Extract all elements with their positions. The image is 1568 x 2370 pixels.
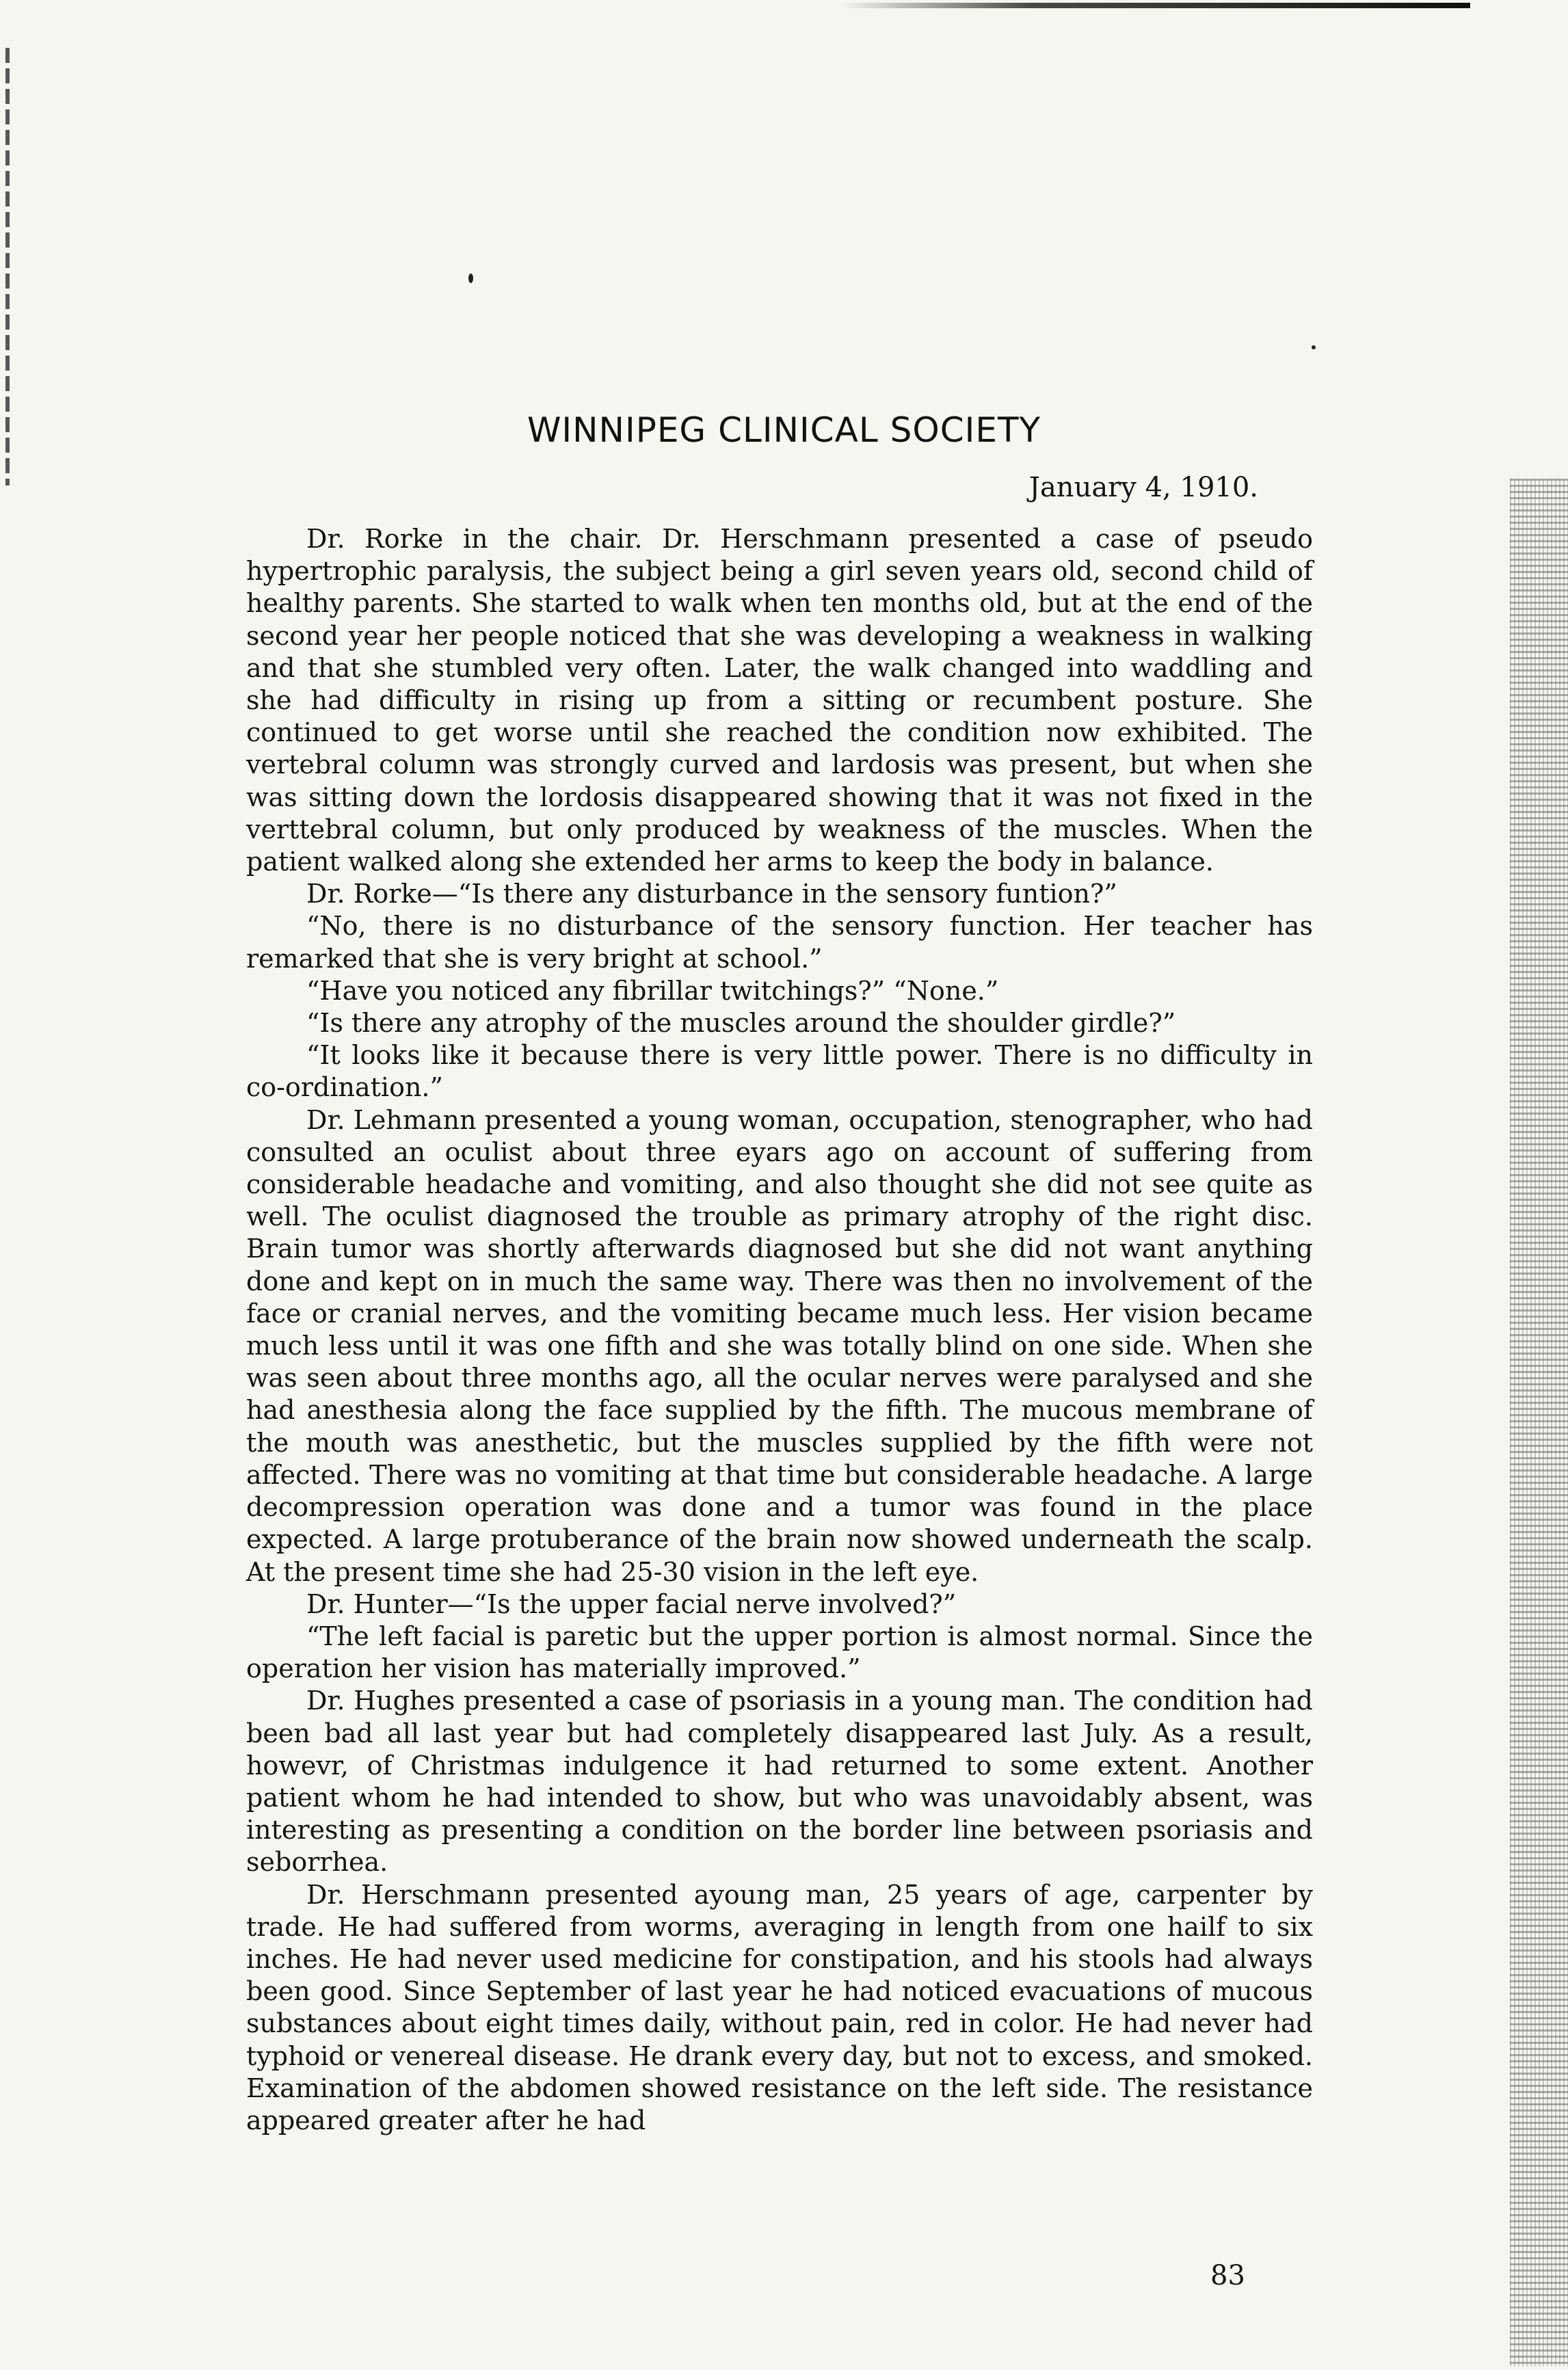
scan-speck: [1312, 345, 1316, 349]
page-number: 83: [1210, 2260, 1245, 2291]
paragraph-dialogue: “Is there any atrophy of the muscles around the shoulder girdle?”: [306, 1008, 1176, 1039]
scan-top-rule: [841, 3, 1470, 8]
page-title: WINNIPEG CLINICAL SOCIETY: [527, 410, 1041, 450]
paragraph-dialogue: “The left facial is paretic but the upper portion is almost normal. Since the operation her vision has materially improved.”: [246, 1621, 1313, 1684]
paragraph-dialogue: “No, there is no disturbance of the sensory function. Her teacher has remarked that she is very bright at school.”: [246, 911, 1313, 974]
paragraph-dialogue: “Have you noticed any fibrillar twitchings?” “None.”: [306, 975, 999, 1006]
paragraph-dialogue: Dr. Rorke—“Is there any disturbance in the sensory funtion?”: [306, 879, 1117, 909]
meeting-date: January 4, 1910.: [1028, 472, 1258, 503]
article-body: [246, 523, 1313, 2137]
paragraph-case-pseudo-hypertrophic-paralysis: Dr. Rorke in the chair. Dr. Herschmann presented a case of pseudo hypertrophic paralysis, the subject being a girl seven years old, second child of healthy parents. She started to walk when ten months old, but at the end of the second year her people noticed that she was developing a weakness in walking and that she stumbled very often. Later, the walk changed into waddling and she had difficulty in rising up from a sitting or recumbent posture. She continued to get worse until she reached the condition now exhibited. The vertebral column was strongly curved and lardosis was present, but when she was sitting down the lordosis disappeared showing that it was not fixed in the verttebral column, but only produced by weakness of the muscles. When the patient walked along she extended her arms to keep the body in balance.: [246, 524, 1313, 877]
scan-right-edge: [1510, 479, 1568, 2366]
scan-speck: [468, 274, 473, 283]
paragraph-case-worms: Dr. Herschmann presented ayoung man, 25 years of age, carpenter by trade. He had suffered from worms, averaging in length from one hailf to six inches. He had never used medicine for constipation, and his stools had always been good. Since September of last year he had noticed evacuations of mucous substances about eight times daily, without pain, red in color. He had never had typhoid or venereal disease. He drank every day, but not to excess, and smoked. Examination of the abdomen showed resistance on the left side. The resistance appeared greater after he had: [246, 1879, 1313, 2135]
paragraph-case-brain-tumor: Dr. Lehmann presented a young woman, occupation, stenographer, who had consulted an oculist about three eyars ago on account of suffering from considerable headache and vomiting, and also thought she did not see quite as well. The oculist diagnosed the trouble as primary atrophy of the right disc. Brain tumor was shortly afterwards diagnosed but she did not want anything done and kept on in much the same way. There was then no involvement of the face or cranial nerves, and the vomiting became much less. Her vision became much less until it was one fifth and she was totally blind on one side. When she was seen about three months ago, all the ocular nerves were paralysed and she had anesthesia along the face supplied by the fifth. The mucous membrane of the mouth was anesthetic, but the muscles supplied by the fifth were not affected. There was no vomiting at that time but considerable headache. A large decompression operation was done and a tumor was found in the place expected. A large protuberance of the brain now showed underneath the scalp. At the present time she had 25-30 vision in the left eye.: [246, 1104, 1313, 1587]
paragraph-case-psoriasis: Dr. Hughes presented a case of psoriasis in a young man. The condition had been bad all last year but had completely disappeared last July. As a result, howevr, of Christmas indulgence it had returned to some extent. Another patient whom he had intended to show, but who was unavoidably absent, was interesting as presenting a condition on the border line between psoriasis and seborrhea.: [246, 1686, 1313, 1878]
paragraph-dialogue: “It looks like it because there is very little power. There is no difficulty in co-ordination.”: [246, 1040, 1313, 1103]
paragraph-dialogue: Dr. Hunter—“Is the upper facial nerve involved?”: [306, 1588, 957, 1619]
